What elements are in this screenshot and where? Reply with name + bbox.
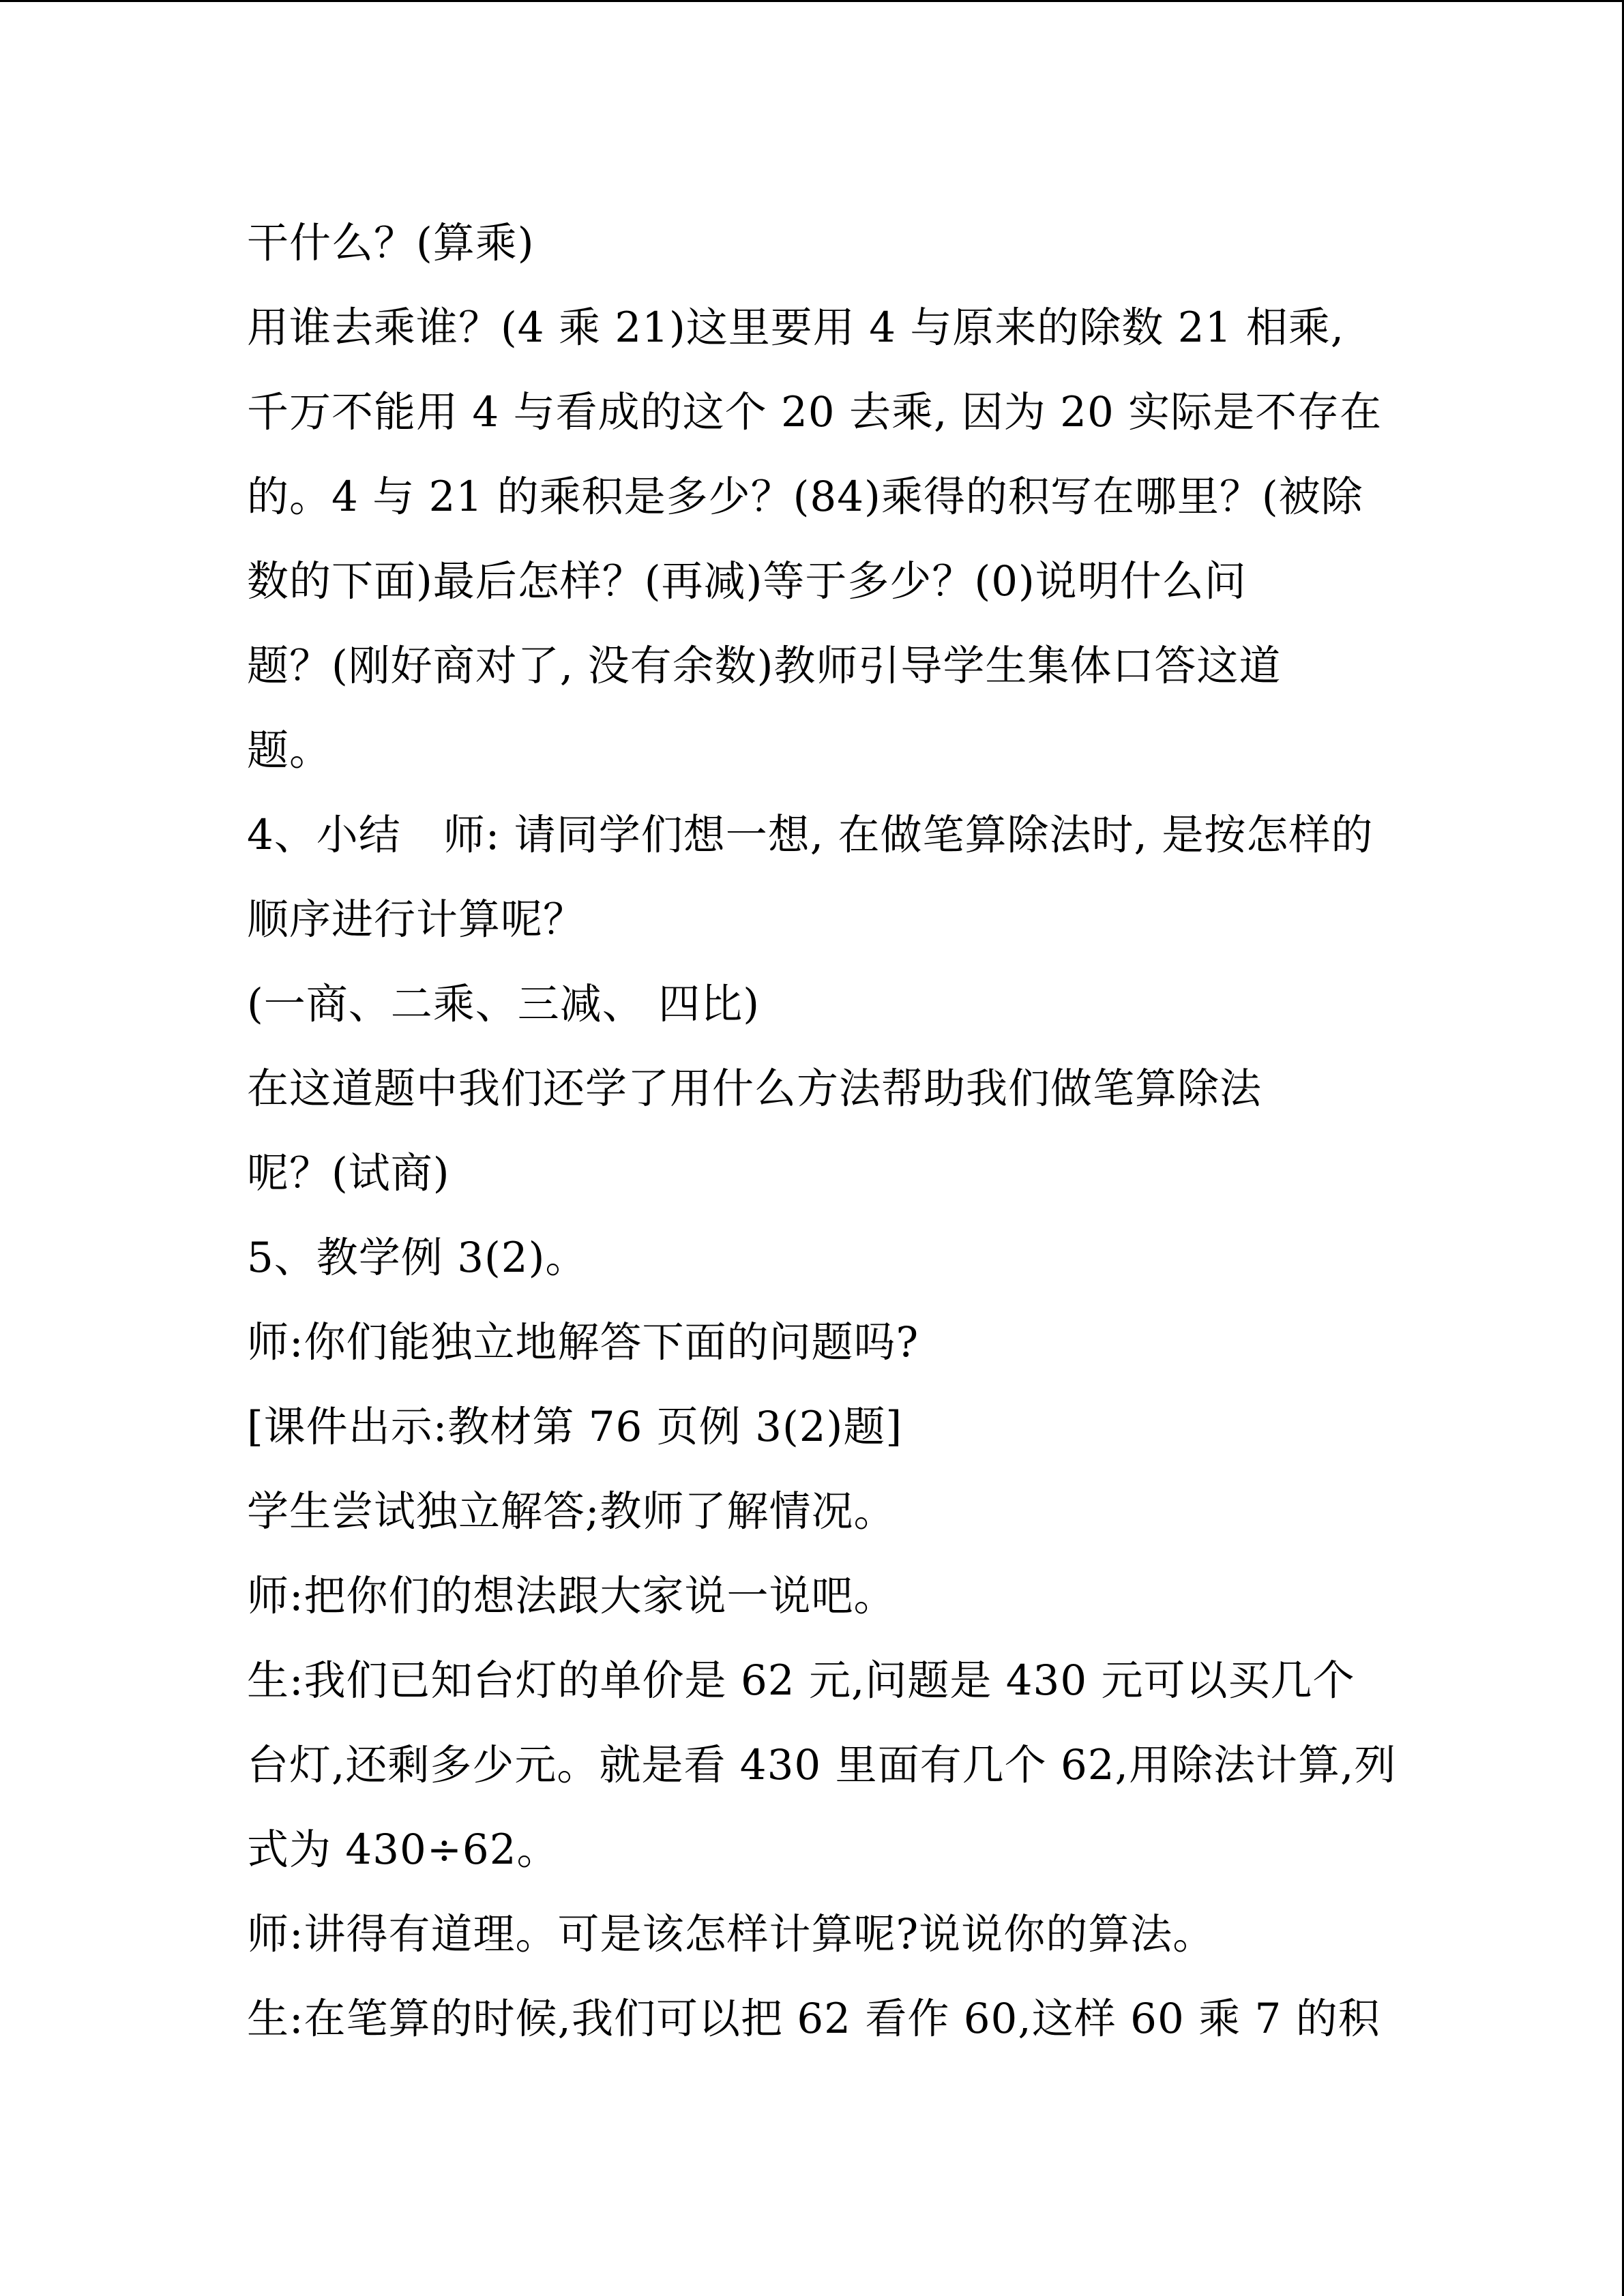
text-line-10: (一商、二乘、三减、 四比) xyxy=(247,980,760,1028)
text-line-1: 干什么？(算乘) xyxy=(247,219,535,267)
text-line-12: 呢？(试商) xyxy=(247,1149,450,1197)
text-line-22: 生:在笔算的时候,我们可以把 62 看作 60,这样 60 乘 7 的积 xyxy=(247,1995,1381,2043)
text-line-21: 师:讲得有道理。可是该怎样计算呢?说说你的算法。 xyxy=(247,1910,1215,1958)
text-line-6: 题？(刚好商对了, 没有余数)教师引导学生集体口答这道 xyxy=(247,642,1282,690)
text-line-9: 顺序进行计算呢？ xyxy=(247,895,586,944)
text-line-14: 师:你们能独立地解答下面的问题吗? xyxy=(247,1318,919,1367)
document-body xyxy=(247,201,1397,2061)
text-line-17: 师:把你们的想法跟大家说一说吧。 xyxy=(247,1572,896,1620)
text-line-20: 式为 430÷62。 xyxy=(247,1825,559,1874)
text-line-11: 在这道题中我们还学了用什么方法帮助我们做笔算除法 xyxy=(247,1064,1263,1113)
text-line-3: 千万不能用 4 与看成的这个 20 去乘, 因为 20 实际是不存在 xyxy=(247,388,1383,436)
section-summary-heading: 4、小结 师: 请同学们想一想, 在做笔算除法时, 是按怎样的 xyxy=(247,811,1374,859)
text-line-5: 数的下面)最后怎样？(再减)等于多少？(0)说明什么问 xyxy=(247,557,1247,606)
text-line-19: 台灯,还剩多少元。就是看 430 里面有几个 62,用除法计算,列 xyxy=(247,1741,1397,1789)
text-line-15: [课件出示:教材第 76 页例 3(2)题] xyxy=(247,1403,903,1451)
text-line-18: 生:我们已知台灯的单价是 62 元,问题是 430 元可以买几个 xyxy=(247,1656,1355,1705)
text-line-16: 学生尝试独立解答;教师了解情况。 xyxy=(247,1487,896,1536)
text-line-2: 用谁去乘谁？(4 乘 21)这里要用 4 与原来的除数 21 相乘, xyxy=(247,303,1345,352)
page-border-top xyxy=(0,0,1624,2)
text-line-7: 题。 xyxy=(247,726,332,775)
text-line-4: 的。4 与 21 的乘积是多少？(84)乘得的积写在哪里？(被除 xyxy=(247,473,1363,521)
section-example-heading: 5、教学例 3(2)。 xyxy=(247,1234,588,1282)
